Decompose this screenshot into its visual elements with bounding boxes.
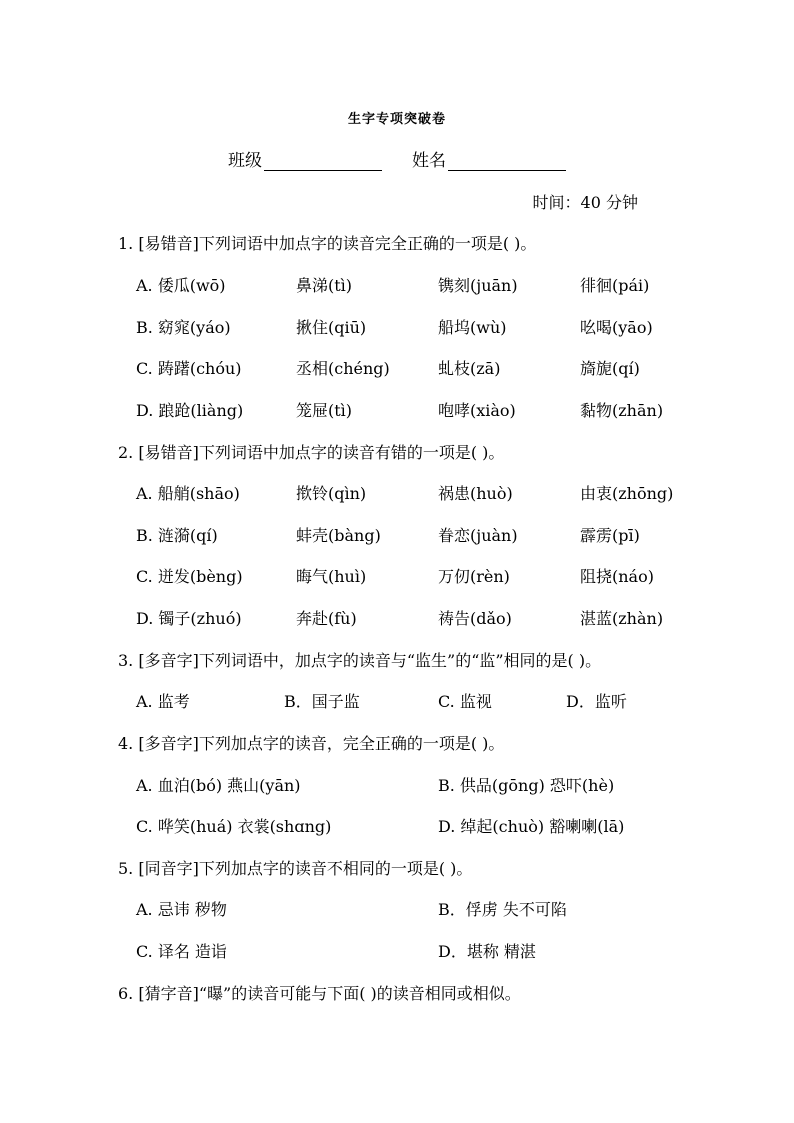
q1-option-row: [136, 398, 696, 420]
question-2: 2. [易错音]下列词语中加点字的读音有错的一项是( )。: [118, 443, 505, 462]
q4-option-row: [136, 773, 696, 795]
q1-a-word-1[interactable]: A. 倭瓜(wō): [136, 276, 226, 295]
q2-a-word-1[interactable]: A. 船艄(shāo): [136, 484, 240, 503]
q3-option-c[interactable]: C. 监视: [438, 692, 492, 711]
q3-option-a[interactable]: A. 监考: [136, 692, 190, 711]
q2-option-row: [136, 606, 696, 628]
q1-a-word-2: 鼻涕(tì): [296, 276, 353, 295]
student-info: [0, 146, 794, 171]
q2-a-word-4: 由衷(zhōng): [580, 484, 674, 503]
q1-c-word-3: 虬枝(zā): [438, 359, 501, 378]
q5-option-a[interactable]: A. 忌讳 秽物: [136, 900, 227, 919]
q5-option-c[interactable]: C. 译名 造诣: [136, 942, 227, 961]
q1-c-word-1[interactable]: C. 踌躇(chóu): [136, 359, 242, 378]
q1-option-row: [136, 273, 696, 295]
q2-d-word-2: 奔赴(fù): [296, 609, 357, 628]
q1-option-row: [136, 315, 696, 337]
q1-b-word-3: 船坞(wù): [438, 318, 507, 337]
class-blank[interactable]: [264, 152, 382, 171]
question-1: 1. [易错音]下列词语中加点字的读音完全正确的一项是( )。: [118, 234, 537, 253]
q2-a-word-3: 祸患(huò): [438, 484, 513, 503]
q1-b-word-4: 吆喝(yāo): [580, 318, 653, 337]
q1-d-word-2: 笼屉(tì): [296, 401, 353, 420]
class-label: 班级: [228, 151, 262, 171]
name-label: 姓名: [412, 151, 446, 171]
q1-a-word-3: 镌刻(juān): [438, 276, 518, 295]
class-field: [228, 146, 382, 171]
q2-c-word-2: 晦气(huì): [296, 567, 367, 586]
q1-d-word-4: 黏物(zhān): [580, 401, 664, 420]
q2-option-row: [136, 564, 696, 586]
q2-b-word-3: 眷恋(juàn): [438, 526, 518, 545]
question-4: 4. [多音字]下列加点字的读音，完全正确的一项是( )。: [118, 734, 505, 753]
q5-option-row: [136, 939, 696, 961]
q5-option-row: [136, 897, 696, 919]
question-6: 6. [猜字音]“曝”的读音可能与下面( )的读音相同或相似。: [118, 984, 521, 1003]
q2-d-word-4: 湛蓝(zhàn): [580, 609, 664, 628]
q1-d-word-1[interactable]: D. 踉跄(liàng): [136, 401, 244, 420]
question-3: 3. [多音字]下列词语中，加点字的读音与“监生”的“监”相同的是( )。: [118, 651, 602, 670]
q1-c-word-4: 旖旎(qí): [580, 359, 640, 378]
name-blank[interactable]: [448, 152, 566, 171]
q2-d-word-1[interactable]: D. 镯子(zhuó): [136, 609, 242, 628]
time-limit: 时间：40 分钟: [532, 193, 638, 212]
q2-c-word-4: 阻挠(náo): [580, 567, 654, 586]
q2-option-row: [136, 523, 696, 545]
q4-option-row: [136, 814, 696, 836]
q1-b-word-2: 揪住(qiū): [296, 318, 367, 337]
q3-option-b[interactable]: B．国子监: [284, 692, 360, 711]
q2-b-word-2: 蚌壳(bàng): [296, 526, 381, 545]
q1-a-word-4: 徘徊(pái): [580, 276, 650, 295]
q4-option-a[interactable]: A. 血泊(bó) 燕山(yān): [136, 776, 301, 795]
q2-c-word-3: 万仞(rèn): [438, 567, 510, 586]
q5-option-d[interactable]: D．堪称 精湛: [438, 942, 536, 961]
q4-option-c[interactable]: C. 哗笑(huá) 衣裳(shɑng): [136, 817, 332, 836]
name-field: [412, 146, 566, 171]
q1-option-row: [136, 356, 696, 378]
q1-b-word-1[interactable]: B. 窈窕(yáo): [136, 318, 231, 337]
q3-option-d[interactable]: D．监听: [566, 692, 627, 711]
q4-option-d[interactable]: D. 绰起(chuò) 豁喇喇(lā): [438, 817, 625, 836]
question-5: 5. [同音字]下列加点字的读音不相同的一项是( )。: [118, 859, 473, 878]
q4-option-b[interactable]: B. 供品(gōng) 恐吓(hè): [438, 776, 615, 795]
q5-option-b[interactable]: B．俘虏 失不可陷: [438, 900, 567, 919]
page-title: 生字专项突破卷: [347, 112, 446, 127]
q2-d-word-3: 祷告(dǎo): [438, 609, 512, 628]
q2-c-word-1[interactable]: C. 迸发(bèng): [136, 567, 243, 586]
q3-option-row: [136, 689, 696, 711]
q2-option-row: [136, 481, 696, 503]
q2-b-word-1[interactable]: B. 涟漪(qí): [136, 526, 218, 545]
q1-d-word-3: 咆哮(xiào): [438, 401, 516, 420]
q2-b-word-4: 霹雳(pī): [580, 526, 640, 545]
q1-c-word-2: 丞相(chéng): [296, 359, 390, 378]
q2-a-word-2: 揿铃(qìn): [296, 484, 367, 503]
